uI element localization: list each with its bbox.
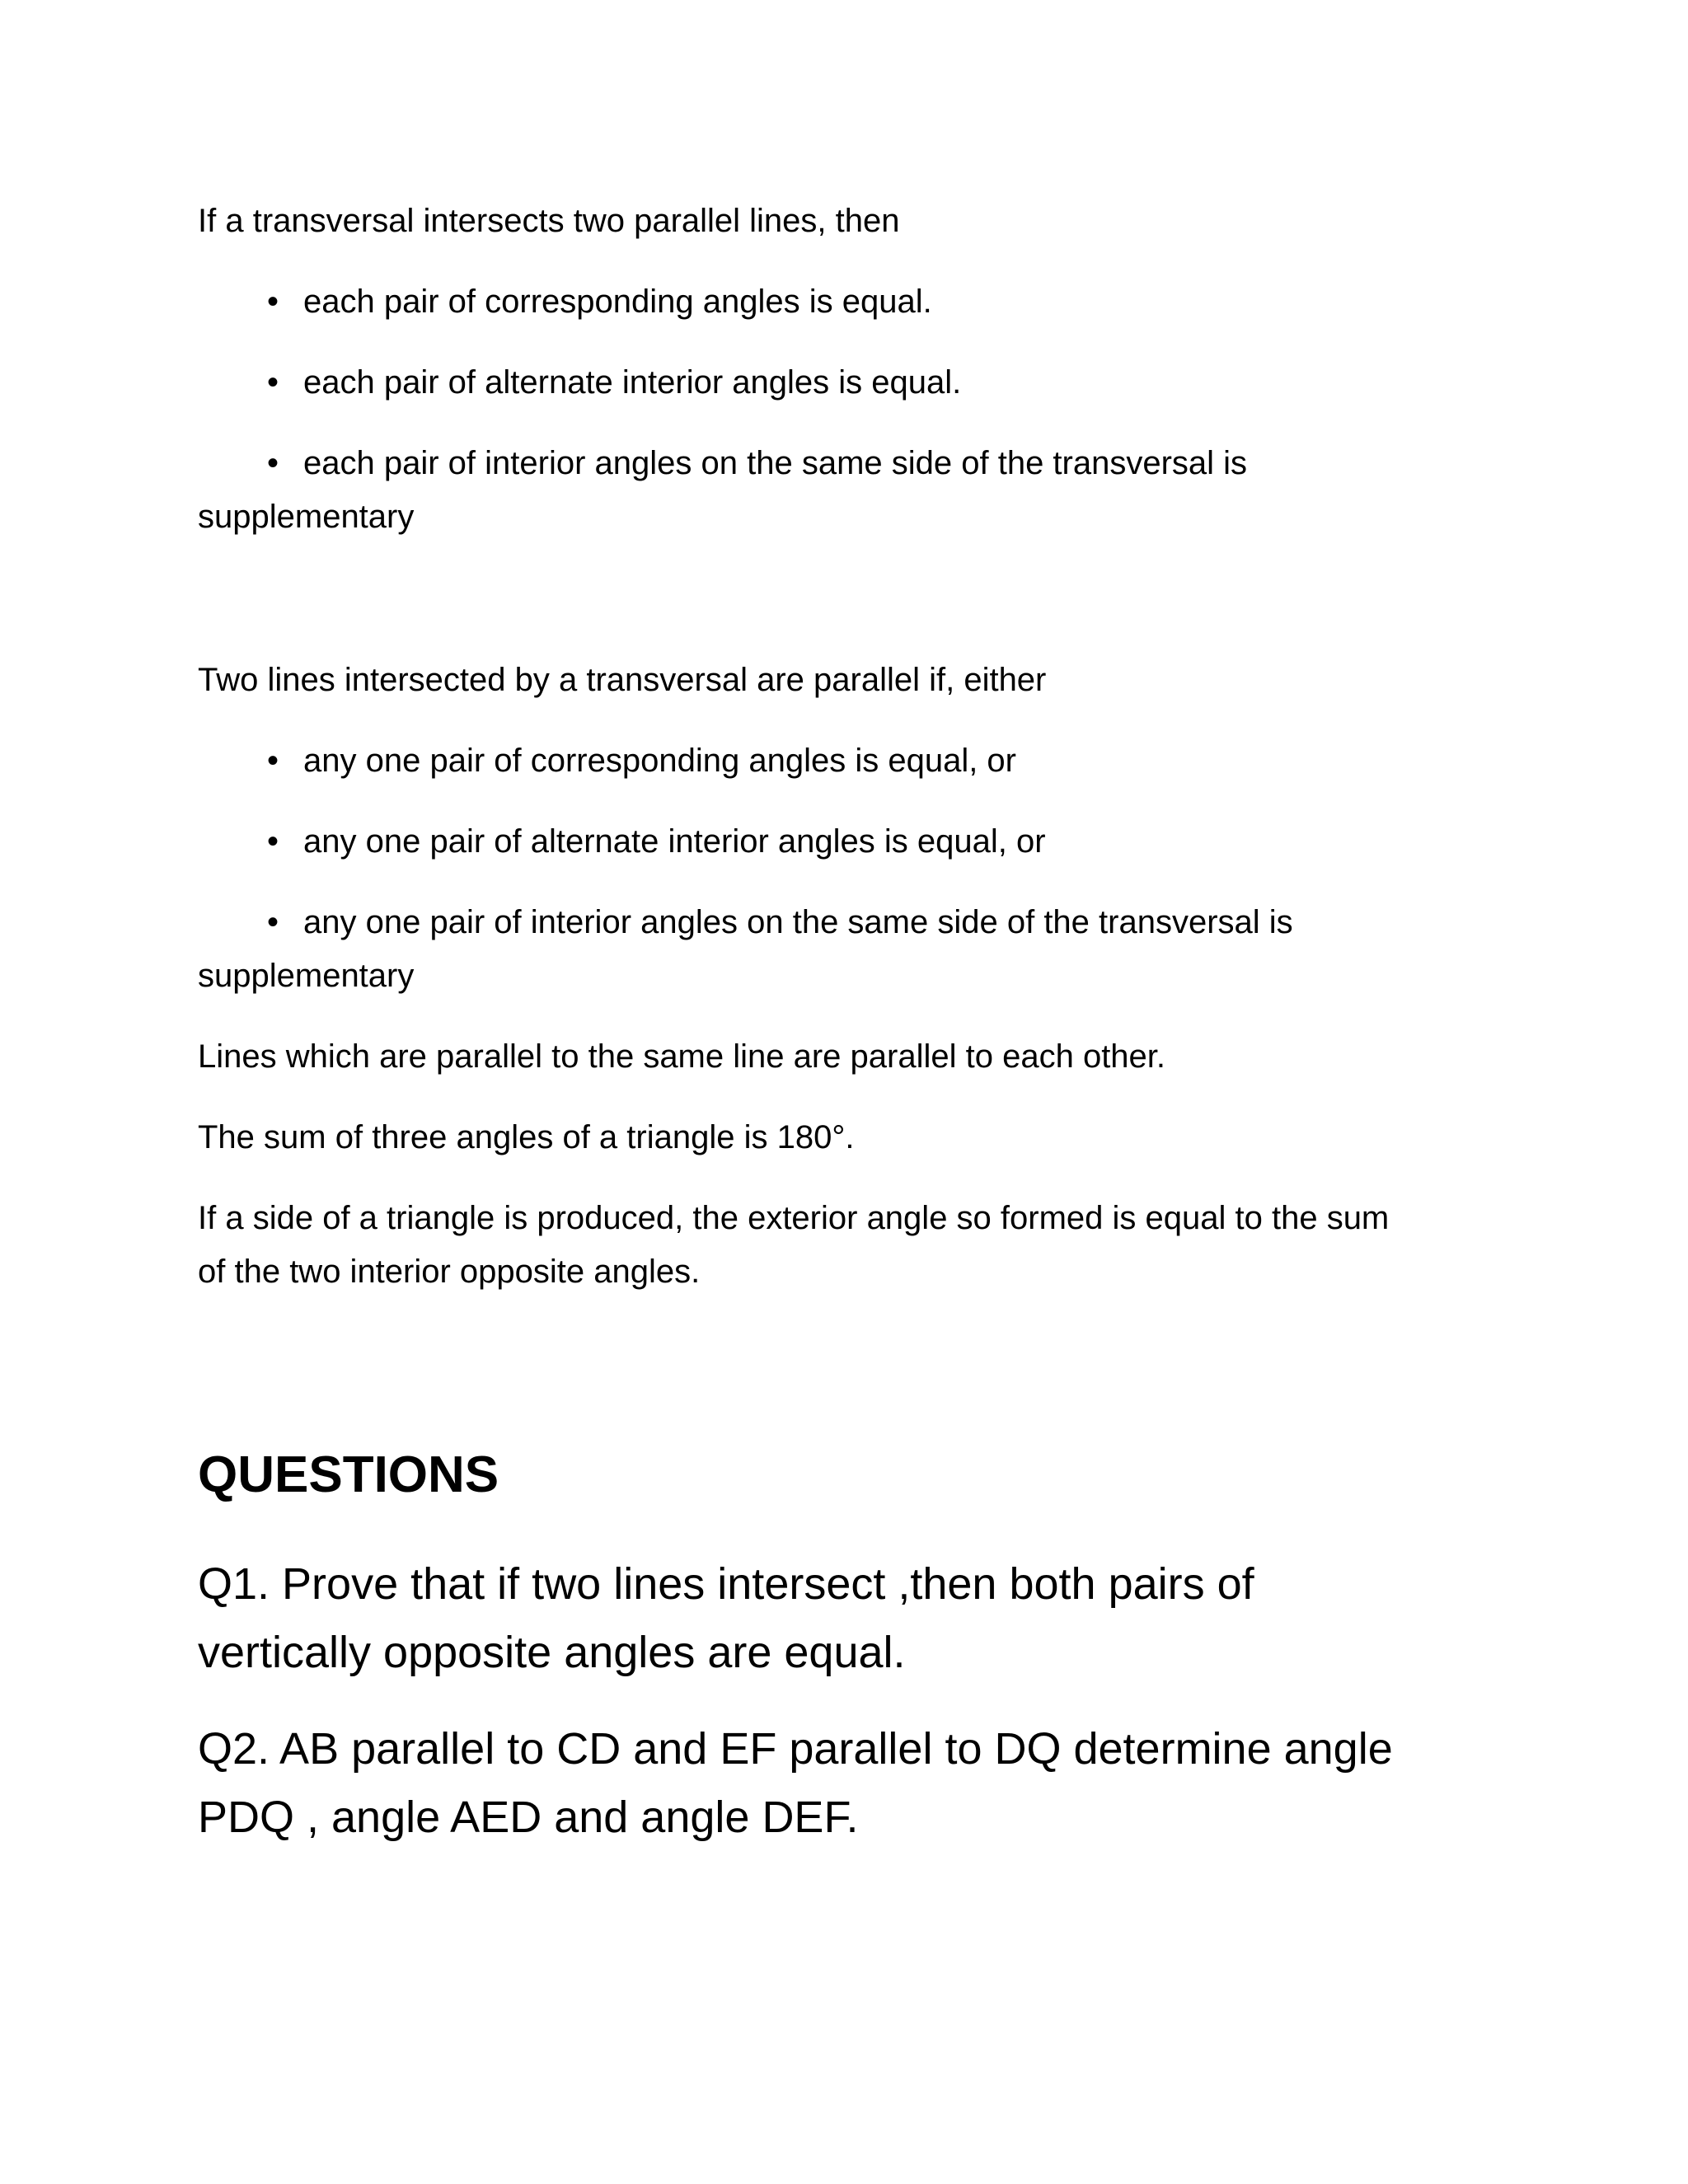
bullet-item [267, 733, 1016, 788]
parallel-condition-intro: Two lines intersected by a transversal are parallel if, either [198, 662, 1047, 698]
bullet-item [267, 274, 932, 329]
bullet-text: any one pair of alternate interior angles is equal, or [303, 823, 1046, 860]
questions-heading: QUESTIONS [198, 1446, 499, 1503]
transversal-parallel-intro: If a transversal intersects two parallel lines, then [198, 203, 900, 239]
bullet-text: each pair of interior angles on the same side of the transversal is [303, 445, 1248, 481]
bullet-symbol: • [267, 823, 279, 860]
bullet-continuation: supplementary [198, 958, 415, 994]
bullet-symbol: • [267, 445, 279, 481]
bullet-symbol: • [267, 364, 279, 401]
bullet-symbol: • [267, 904, 279, 940]
statement-parallel-lines: Lines which are parallel to the same line are parallel to each other. [198, 1038, 1166, 1075]
bullet-item [267, 895, 1293, 949]
question-2-line1: Q2. AB parallel to CD and EF parallel to DQ determine angle [198, 1724, 1393, 1774]
bullet-item [267, 814, 1046, 869]
question-1-line1: Q1. Prove that if two lines intersect ,then both pairs of [198, 1559, 1254, 1609]
question-1-line2: vertically opposite angles are equal. [198, 1628, 906, 1677]
bullet-item [267, 436, 1247, 490]
bullet-text: any one pair of corresponding angles is equal, or [303, 743, 1016, 779]
bullet-symbol: • [267, 284, 279, 320]
question-2-line2: PDQ , angle AED and angle DEF. [198, 1793, 859, 1842]
bullet-item [267, 355, 961, 410]
bullet-text: each pair of corresponding angles is equal. [303, 284, 932, 320]
bullet-continuation: supplementary [198, 499, 415, 535]
statement-exterior-angle-line1: If a side of a triangle is produced, the exterior angle so formed is equal to the sum [198, 1200, 1390, 1236]
bullet-text: each pair of alternate interior angles is equal. [303, 364, 962, 401]
bullet-text: any one pair of interior angles on the same side of the transversal is [303, 904, 1293, 940]
statement-exterior-angle-line2: of the two interior opposite angles. [198, 1254, 701, 1290]
statement-triangle-sum: The sum of three angles of a triangle is 180°. [198, 1119, 855, 1155]
bullet-symbol: • [267, 743, 279, 779]
